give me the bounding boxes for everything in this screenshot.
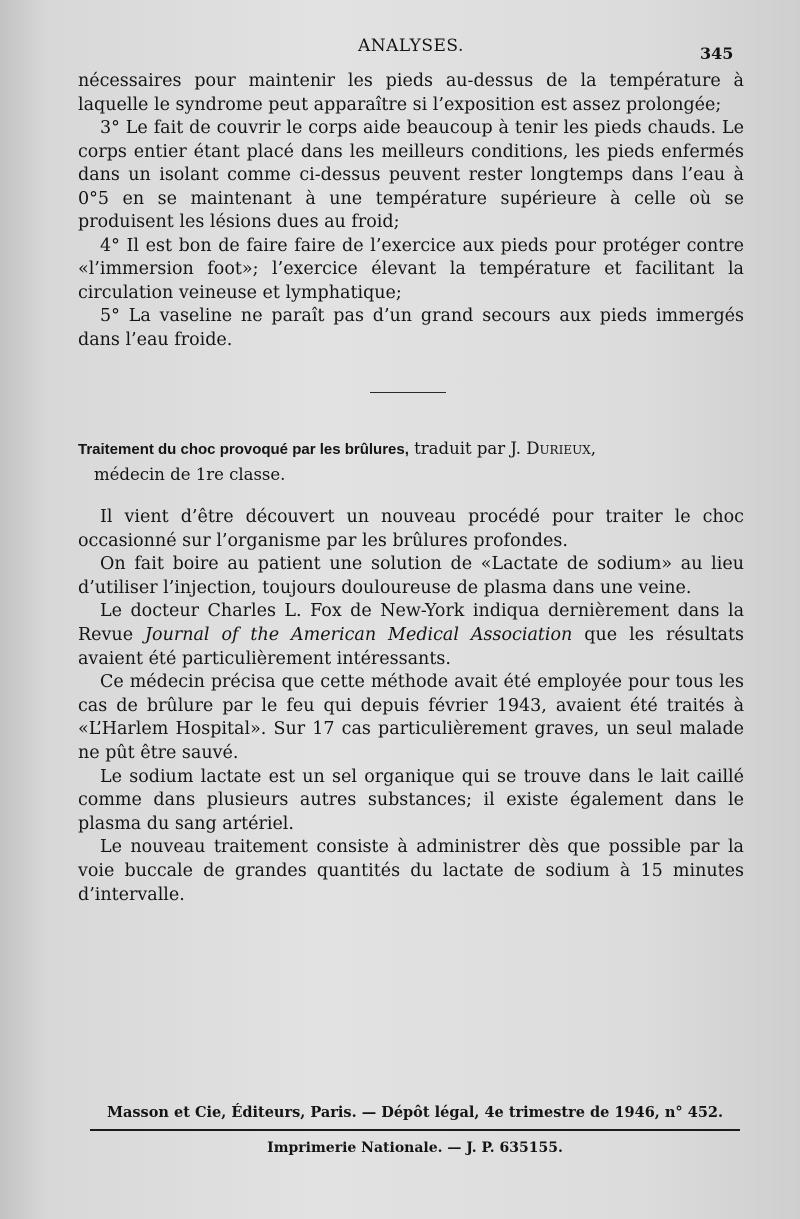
printer-line: Imprimerie Nationale. — J. P. 635155. [267,1140,563,1156]
section-immersion-foot [78,70,744,352]
article-title-line [78,436,744,462]
translator-name: Durieux, [526,439,596,458]
article-paragraph-3 [78,600,744,671]
translator-credit: traduit par J. [408,439,527,458]
paragraph-point-5: 5° La vaseline ne paraît pas d’un grand secours aux pieds immergés dans l’eau froide. [78,306,744,350]
paragraph-point-3: 3° Le fait de couvrir le corps aide beaucoup à tenir les pieds chauds. Le corps entier étant placé dans les meilleurs conditions, les pieds enfermés dans un isolant comme ci-dessus peuvent rester longtemps dans l’eau à 0°5 en se maintenant à une température supérieure à celle où se produisent les lésions dues au froid; [78,118,744,232]
article-paragraph-5: Le sodium lactate est un sel organique qui se trouve dans le lait caillé comme dans plusieurs autres substances; il existe également dans le plasma du sang artériel. [78,766,744,834]
article-paragraph-3-end: que les résultats avaient été particulièrement intéressants. [78,624,745,669]
journal-name: Journal of the American Medical Association [145,624,573,645]
article-paragraph-1: Il vient d’être découvert un nouveau procédé pour traiter le choc occasionné sur l’organisme par les brûlures profondes. [78,507,744,551]
article-paragraph-4: Ce médecin précisa que cette méthode avait été employée pour tous les cas de brûlure par le feu qui depuis février 1943, avaient été traités à «L’Harlem Hospital». Sur 17 cas particulièrement graves, un seul malade ne pût être sauvé. [78,672,744,763]
section-divider [370,392,446,393]
article-paragraph-2: On fait boire au patient une solution de «Lactate de sodium» au lieu d’utiliser l’injection, toujours douloureuse de plasma dans une veine. [78,554,744,598]
paragraph-continued: nécessaires pour maintenir les pieds au-dessus de la température à laquelle le syndrome peut apparaître si l’exposition est assez prolongée; [78,71,744,115]
article-title: Traitement du choc provoqué par les brûlures, [78,441,409,458]
page-footer [90,1104,740,1156]
page-number: 345 [700,44,734,63]
article-paragraph-3-start: Le docteur Charles L. Fox de New-York indiqua dernièrement dans la Revue [78,601,744,645]
publisher-line: Masson et Cie, Éditeurs, Paris. — Dépôt légal, 4e trimestre de 1946, n° 452. [106,1104,724,1121]
article-paragraph-6: Le nouveau traitement consiste à administrer dès que possible par la voie buccale de grandes quantités du lactate de sodium à 15 minutes d’intervalle. [78,837,744,905]
paragraph-point-4: 4° Il est bon de faire faire de l’exercice aux pieds pour protéger contre «l’immersion foot»; l’exercice élevant la température et facilitant la circulation veineuse et lymphatique; [78,235,744,303]
running-title: ANALYSES. [358,36,464,56]
translator-role: médecin de 1re classe. [94,465,286,484]
article-body [78,506,744,907]
footer-rule [90,1129,740,1131]
article-heading [78,436,744,487]
page-header [0,34,800,64]
